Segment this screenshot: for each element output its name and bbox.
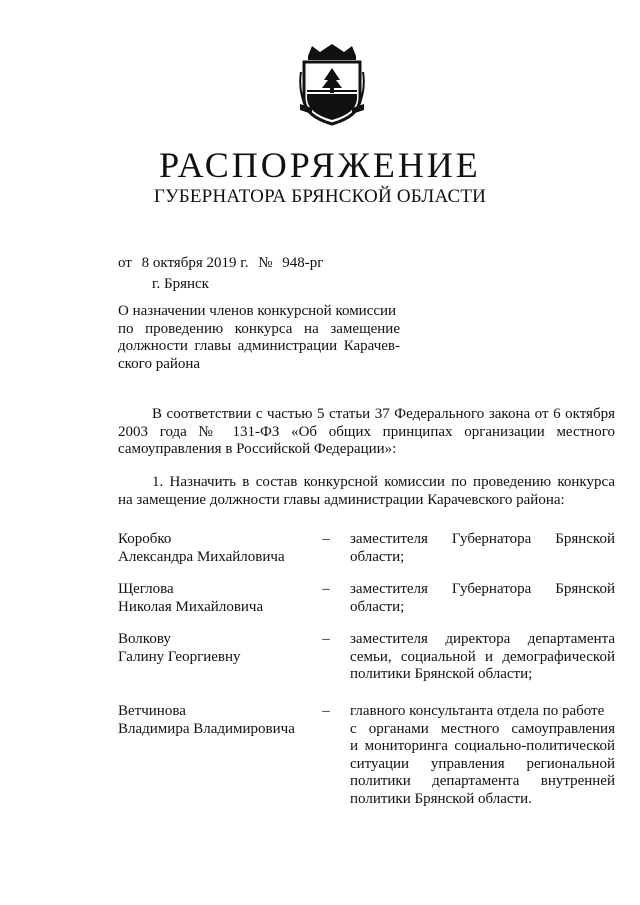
document-subject <box>118 303 400 373</box>
member-dash: – <box>322 703 330 719</box>
role-line: области; <box>350 598 405 615</box>
document-subtitle: ГУБЕРНАТОРА БРЯНСКОЙ ОБЛАСТИ <box>153 186 487 207</box>
paragraph-line: В соответствии с частью 5 статьи 37 Федерального закона от 6 октября <box>152 406 615 422</box>
member-role <box>350 631 615 684</box>
clause-1-paragraph <box>118 474 615 509</box>
document-number: 948-рг <box>282 255 324 271</box>
member-given-names: Галину Георгиевну <box>118 648 241 665</box>
role-line: политики департамента внутренней <box>350 773 615 789</box>
member-given-names: Александра Михайловича <box>118 548 285 565</box>
subject-line: должности главы администрации Карачев- <box>118 338 400 354</box>
member-name <box>118 631 308 666</box>
role-line: и мониторинга социально-политической <box>350 738 615 754</box>
member-surname: Волкову <box>118 631 171 647</box>
member-name <box>118 531 308 566</box>
role-line: политики Брянской области; <box>350 666 533 682</box>
member-dash: – <box>322 581 330 597</box>
subject-line: по проведению конкурса на замещение <box>118 320 400 337</box>
paragraph-line: 2003 года № 131-ФЗ «Об общих принципах организации местного <box>118 423 615 440</box>
document-title: РАСПОРЯЖЕНИЕ <box>159 145 481 185</box>
role-line: семьи, социальной и демографической <box>350 648 615 665</box>
role-line: политики Брянской области. <box>350 790 532 807</box>
subject-line: ского района <box>118 355 201 372</box>
number-sign: № <box>258 255 273 271</box>
member-surname: Коробко <box>118 531 172 547</box>
member-role <box>350 531 615 566</box>
document-meta <box>118 254 323 272</box>
role-line: с органами местного самоуправления <box>350 720 615 737</box>
member-dash: – <box>322 531 330 547</box>
member-dash: – <box>322 631 330 647</box>
document-city: г. Брянск <box>152 276 209 292</box>
member-given-names: Владимира Владимировича <box>118 720 295 737</box>
role-line: ситуации управления региональной <box>350 755 615 772</box>
role-line: главного консультанта отдела по работе <box>350 703 605 719</box>
member-given-names: Николая Михайловича <box>118 598 264 615</box>
subject-line: О назначении членов конкурсной комиссии <box>118 303 397 319</box>
member-role <box>350 703 615 808</box>
role-line: заместителя Губернатора Брянской <box>350 531 615 547</box>
member-name <box>118 581 308 616</box>
paragraph-line: самоуправления в Российской Федерации»: <box>118 441 397 457</box>
preamble-paragraph <box>118 406 615 459</box>
role-line: заместителя Губернатора Брянской <box>350 581 615 597</box>
member-surname: Щеглова <box>118 581 174 597</box>
document-date: 8 октября 2019 г. <box>141 255 249 271</box>
role-line: заместителя директора департамента <box>350 631 615 647</box>
member-role <box>350 581 615 616</box>
date-prefix: от <box>118 255 132 271</box>
member-surname: Ветчинова <box>118 703 186 719</box>
paragraph-line: 1. Назначить в состав конкурсной комиссии по проведению конкурса <box>152 474 615 490</box>
coat-of-arms-icon <box>298 42 366 126</box>
role-line: области; <box>350 548 405 565</box>
paragraph-line: на замещение должности главы администрации Карачевского района: <box>118 491 565 508</box>
member-name <box>118 703 308 738</box>
